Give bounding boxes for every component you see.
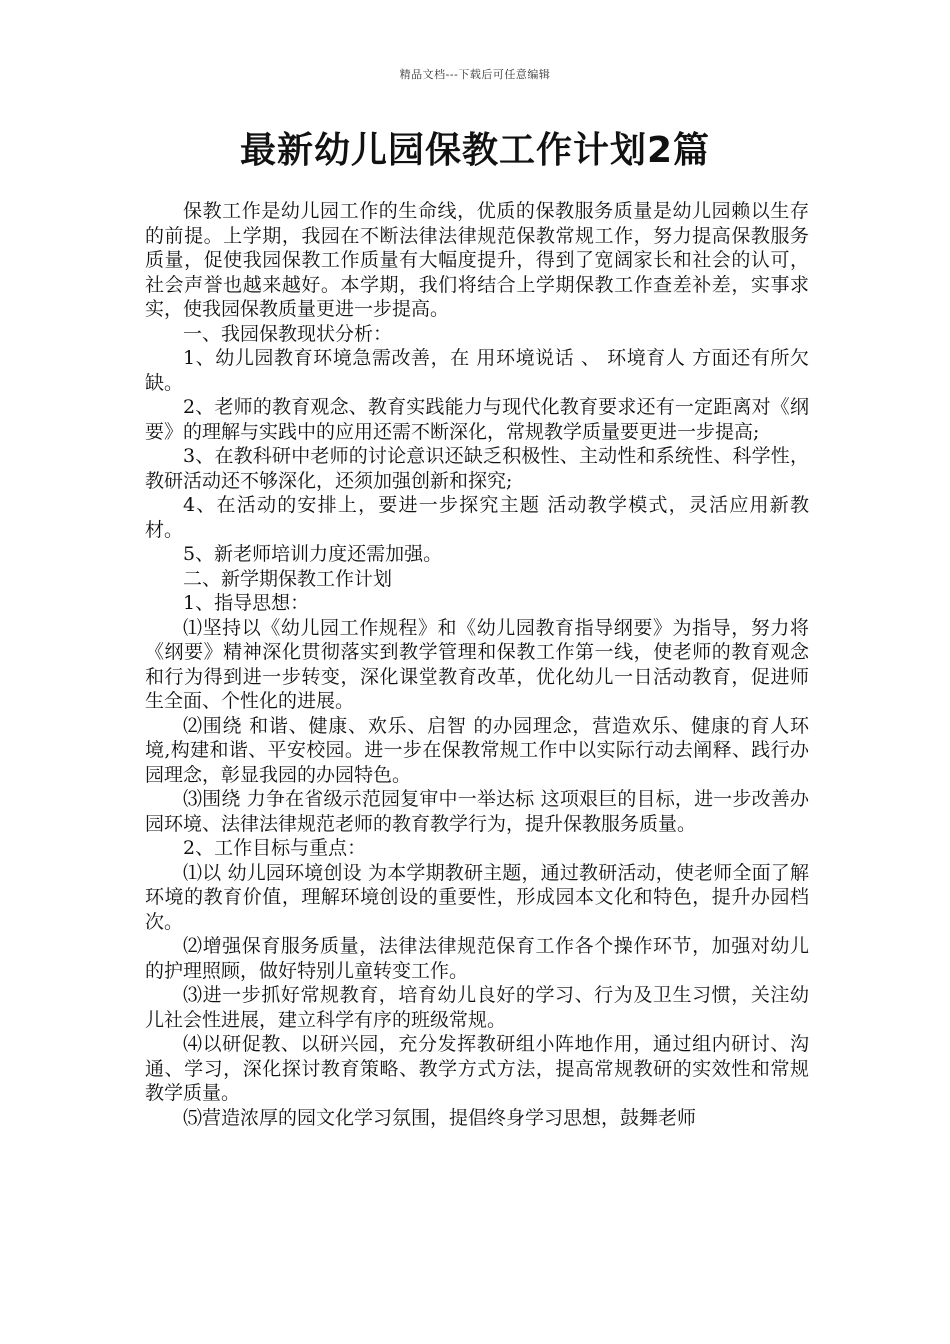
- paragraph: 1、指导思想：: [183, 592, 310, 614]
- paragraph: 1、幼儿园教育环境急需改善，在 用环境说话 、 环境育人 方面还有所欠缺。: [145, 347, 809, 394]
- document-title: 最新幼儿园保教工作计划2篇: [239, 130, 711, 171]
- paragraph: 2、老师的教育观念、教育实践能力与现代化教育要求还有一定距离对《纲要》的理解与实践中的应用还需不断深化，常规教学质量要更进一步提高;: [145, 396, 809, 443]
- paragraph: 4、在活动的安排上，要进一步探究主题 活动教学模式，灵活应用新教材。: [145, 494, 809, 541]
- paragraph: ⑵围绕 和谐、健康、欢乐、启智 的办园理念，营造欢乐、健康的育人环境,构建和谐、平安校园。进一步在保教常规工作中以实际行动去阐释、践行办园理念，彰显我园的办园特色。: [145, 714, 809, 786]
- paragraph: 3、在教科研中老师的讨论意识还缺乏积极性、主动性和系统性、科学性，教研活动还不够深化，还须加强创新和探究;: [145, 445, 809, 492]
- paragraph: 保教工作是幼儿园工作的生命线，优质的保教服务质量是幼儿园赖以生存的前提。上学期，我园在不断法律法律规范保教常规工作，努力提高保教服务质量，促使我园保教工作质量有大幅度提升，得到了宽阔家长和社会的认可，社会声誉也越来越好。本学期，我们将结合上学期保教工作查差补差，实事求实，使我园保教质量更进一步提高。: [145, 200, 809, 320]
- paragraph: ⑴以 幼儿园环境创设 为本学期教研主题，通过教研活动，使老师全面了解环境的教育价值，理解环境创设的重要性，形成园本文化和特色，提升办园档次。: [145, 861, 809, 933]
- paragraph: ⑶围绕 力争在省级示范园复审中一举达标 这项艰巨的目标，进一步改善办园环境、法律法律规范老师的教育教学行为，提升保教服务质量。: [145, 788, 809, 835]
- paragraph: 二、新学期保教工作计划: [183, 567, 393, 590]
- paragraph: 一、我园保教现状分析：: [183, 322, 393, 345]
- paragraph: ⑶进一步抓好常规教育，培育幼儿良好的学习、行为及卫生习惯，关注幼儿社会性进展，建立科学有序的班级常规。: [145, 984, 809, 1031]
- document-body: [145, 199, 809, 1130]
- paragraph: ⑷以研促教、以研兴园，充分发挥教研组小阵地作用，通过组内研讨、沟通、学习，深化探讨教育策略、教学方式方法，提高常规教研的实效性和常规教学质量。: [145, 1033, 809, 1104]
- paragraph: ⑴坚持以《幼儿园工作规程》和《幼儿园教育指导纲要》为指导，努力将《纲要》精神深化贯彻落实到教学管理和保教工作第一线，使老师的教育观念和行为得到进一步转变，深化课堂教育改革，优化幼儿一日活动教育，促进师生全面、个性化的进展。: [145, 616, 809, 712]
- paragraph: ⑵增强保育服务质量，法律法律规范保育工作各个操作环节，加强对幼儿的护理照顾，做好特别儿童转变工作。: [145, 935, 809, 982]
- paragraph: ⑸营造浓厚的园文化学习氛围，提倡终身学习思想，鼓舞老师: [183, 1106, 697, 1129]
- paragraph: 5、新老师培训力度还需加强。: [183, 543, 443, 565]
- paragraph: 2、工作目标与重点：: [183, 837, 367, 859]
- header-note: 精品文档---下载后可任意编辑: [399, 68, 551, 81]
